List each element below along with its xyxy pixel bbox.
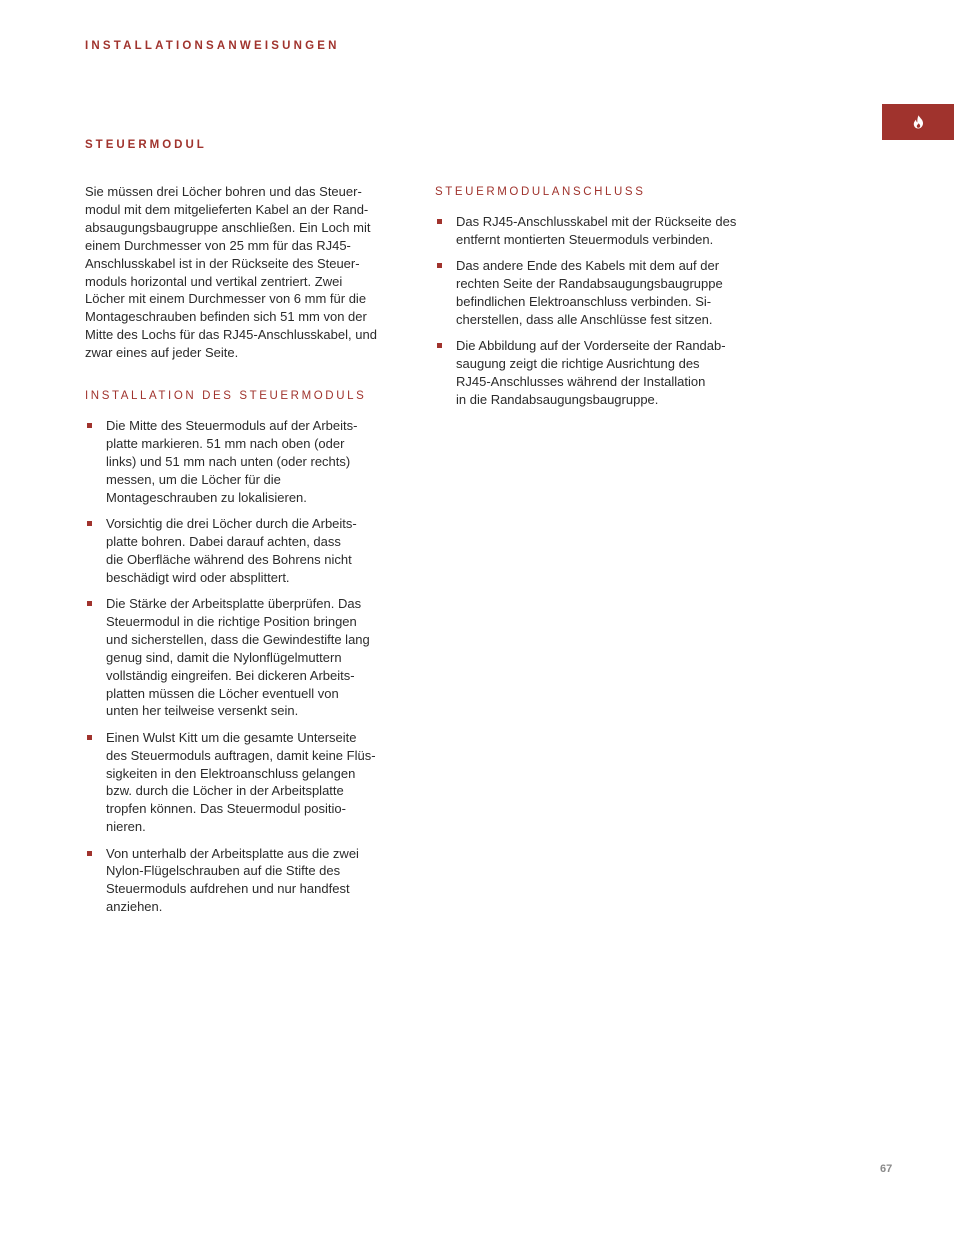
square-bullet-icon xyxy=(437,343,442,348)
list-item-text: Die Stärke der Arbeitsplatte überprüfen. Das Steuermodul in die richtige Position bringen und sicherstellen, dass die Gewindestifte lang genug sind, damit die Nylonflügelmuttern vollständig eingreifen. Bei dickeren Arbeits- platten müssen die Löcher eventuell von unten her teilweise versenkt sein. xyxy=(106,596,370,719)
list-item xyxy=(85,845,410,917)
subheading-installation: INSTALLATION DES STEUERMODULS xyxy=(85,390,367,403)
square-bullet-icon xyxy=(87,423,92,428)
left-column xyxy=(85,183,410,925)
list-item-text: Einen Wulst Kitt um die gesamte Unterseite des Steuermoduls auftragen, damit keine Flüs- sigkeiten in den Elektroanschluss gelangen bzw. durch die Löcher in der Arbeitsplatte tropfen können. Das Steuermodul positio- nieren. xyxy=(106,729,376,835)
section-title: STEUERMODUL xyxy=(85,139,207,151)
installation-steps-list xyxy=(85,417,410,916)
flame-icon xyxy=(913,115,924,129)
list-item xyxy=(85,417,410,507)
section-tab-marker xyxy=(882,104,954,140)
square-bullet-icon xyxy=(87,735,92,740)
list-item xyxy=(85,729,410,836)
list-item xyxy=(435,257,765,329)
list-item-text: Die Mitte des Steuermoduls auf der Arbeits- platte markieren. 51 mm nach oben (oder links) und 51 mm nach unten (oder rechts) messen, um die Löcher für die Montageschrauben zu lokalisieren. xyxy=(106,418,358,505)
intro-paragraph: Sie müssen drei Löcher bohren und das Steuer- modul mit dem mitgelieferten Kabel an der Rand- absaugungsbaugruppe anschließen. Ein Loch mit einem Durchmesser von 25 mm für das RJ45- Anschlusskabel ist in der Rückseite des Steuer- moduls horizontal und vertikal zentriert. Zwei Löcher mit einem Durchmesser von 6 mm für die Montageschrauben befinden sich 51 mm von der Mitte des Lochs für das RJ45-Anschlusskabel, und zwar eines auf jeder Seite. xyxy=(85,184,377,361)
page-number: 67 xyxy=(880,1163,893,1175)
square-bullet-icon xyxy=(437,263,442,268)
list-item xyxy=(435,213,765,249)
list-item-text: Von unterhalb der Arbeitsplatte aus die zwei Nylon-Flügelschrauben auf die Stifte des Steuermoduls aufdrehen und nur handfest anziehen. xyxy=(106,845,359,915)
connection-steps-list xyxy=(435,213,765,409)
list-item-text: Das RJ45-Anschlusskabel mit der Rückseite des entfernt montierten Steuermoduls verbinden. xyxy=(456,214,737,247)
subheading-connection: STEUERMODULANSCHLUSS xyxy=(435,186,646,198)
list-item-text: Vorsichtig die drei Löcher durch die Arbeits- platte bohren. Dabei darauf achten, dass die Oberfläche während des Bohrens nicht beschädigt wird oder absplittert. xyxy=(106,515,357,585)
square-bullet-icon xyxy=(87,601,92,606)
list-item xyxy=(85,515,410,587)
square-bullet-icon xyxy=(87,521,92,526)
list-item xyxy=(435,337,765,409)
running-header: INSTALLATIONSANWEISUNGEN xyxy=(85,40,340,52)
list-item xyxy=(85,595,410,720)
square-bullet-icon xyxy=(437,219,442,224)
list-item-text: Das andere Ende des Kabels mit dem auf der rechten Seite der Randabsaugungsbaugruppe befindlichen Elektroanschluss verbinden. Si- cherstellen, dass alle Anschlüsse fest sitzen. xyxy=(456,258,723,327)
list-item-text: Die Abbildung auf der Vorderseite der Randab- saugung zeigt die richtige Ausrichtung des RJ45-Anschlusses während der Installation in die Randabsaugungsbaugruppe. xyxy=(456,338,726,407)
square-bullet-icon xyxy=(87,851,92,856)
right-column xyxy=(435,183,765,417)
